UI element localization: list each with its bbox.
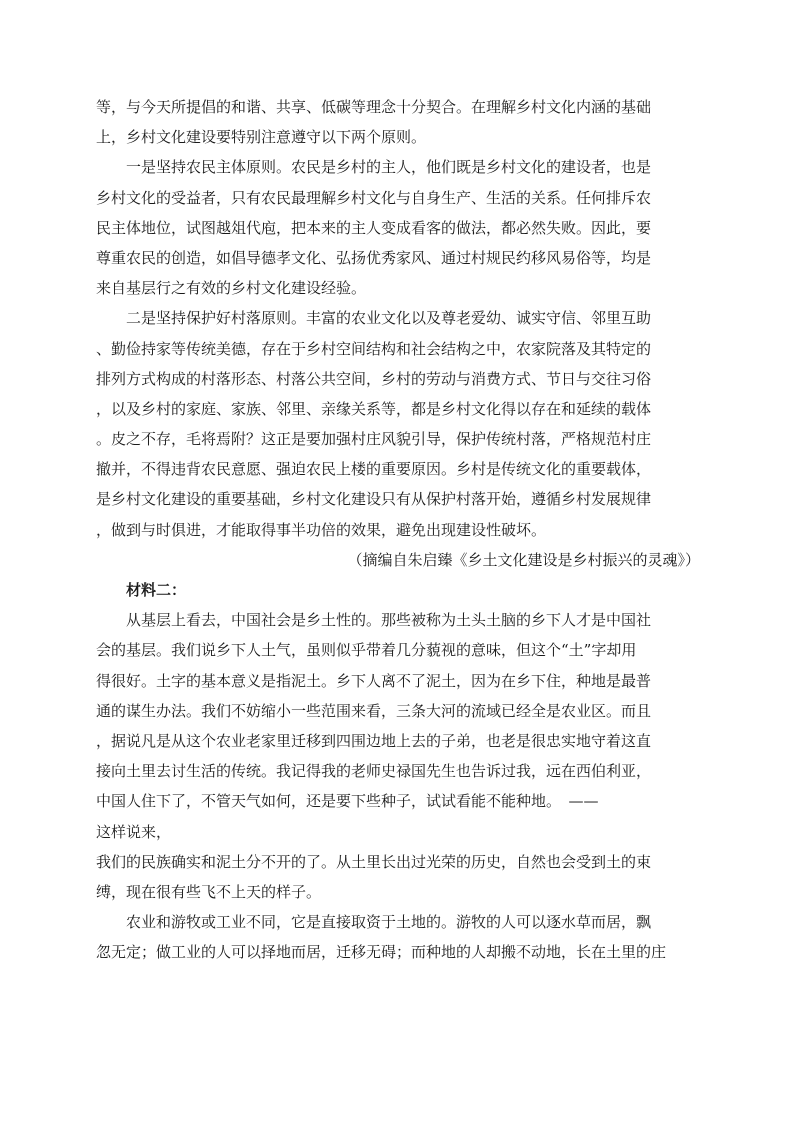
text-line: 撤并，不得违背农民意愿、强迫农民上楼的重要原因。乡村是传统文化的重要载体， <box>96 460 652 479</box>
text-line: 二是坚持保护好村落原则。丰富的农业文化以及尊老爱幼、诚实守信、邻里互助 <box>96 309 652 328</box>
text-line: 乡村文化的受益者，只有农民最理解乡村文化与自身生产、生活的关系。任何排斥农 <box>96 188 652 207</box>
text-line: 等，与今天所提倡的和谐、共享、低碳等理念十分契合。在理解乡村文化内涵的基础 <box>96 98 652 116</box>
text-line: 得很好。土字的基本意义是指泥土。乡下人离不了泥土，因为在乡下住，种地是最普 <box>96 671 652 690</box>
text-line: 是乡村文化建设的重要基础，乡村文化建设只有从保护村落开始，遵循乡村发展规律 <box>96 490 652 509</box>
text-line: 我们的民族确实和泥土分不开的了。从土里长出过光荣的历史，自然也会受到土的束 <box>96 852 652 871</box>
text-line: 从基层上看去，中国社会是乡土性的。那些被称为土头土脑的乡下人才是中国社 <box>96 611 652 630</box>
text-line: 、勤俭持家等传统美德，存在于乡村空间结构和社会结构之中，农家院落及其特定的 <box>96 339 652 358</box>
section-heading: 材料二： <box>96 581 187 599</box>
document-page <box>96 92 700 967</box>
text-line: ，据说凡是从这个农业老家里迁移到四围边地上去的子弟，也老是很忠实地守着这直 <box>96 731 652 750</box>
text-line: 来自基层行之有效的乡村文化建设经验。 <box>96 279 367 298</box>
text-line: 会的基层。我们说乡下人土气，虽则似乎带着几分藐视的意味，但这个“土”字却用 <box>96 641 637 660</box>
text-line: 尊重农民的创造，如倡导德孝文化、弘扬优秀家风、通过村规民约移风易俗等，均是 <box>96 248 652 267</box>
text-line: 接向土里去讨生活的传统。我记得我的老师史禄国先生也告诉过我，远在西伯利亚， <box>96 762 652 781</box>
text-line: 这样说来， <box>96 822 172 841</box>
text-line: ，以及乡村的家庭、家族、邻里、亲缘关系等，都是乡村文化得以存在和延续的载体 <box>96 399 652 418</box>
text-line: 上，乡村文化建设要特别注意遵守以下两个原则。 <box>96 128 427 147</box>
text-line: 农业和游牧或工业不同，它是直接取资于土地的。游牧的人可以逐水草而居，飘 <box>96 913 652 932</box>
text-line: 忽无定；做工业的人可以择地而居，迁移无碍；而种地的人却搬不动地，长在土里的庄 <box>96 943 667 962</box>
text-line: 中国人住下了，不管天气如何，还是要下些种子，试试看能不能种地。 —— <box>96 792 599 811</box>
text-line: 排列方式构成的村落形态、村落公共空间，乡村的劳动与消费方式、节日与交往习俗 <box>96 369 652 388</box>
text-line: 一是坚持农民主体原则。农民是乡村的主人，他们既是乡村文化的建设者，也是 <box>96 158 652 177</box>
source-citation: （摘编自朱启臻《乡土文化建设是乡村振兴的灵魂》） <box>347 550 700 569</box>
text-line: 民主体地位，试图越俎代庖，把本来的主人变成看客的做法，都必然失败。因此，要 <box>96 218 652 237</box>
text-line: 。皮之不存，毛将焉附？这正是要加强村庄风貌引导，保护传统村落，严格规范村庄 <box>96 430 652 449</box>
text-line: ，做到与时俱进，才能取得事半功倍的效果，避免出现建设性破坏。 <box>96 520 547 539</box>
text-line: 通的谋生办法。我们不妨缩小一些范围来看，三条大河的流域已经全是农业区。而且 <box>96 701 652 720</box>
text-line: 缚，现在很有些飞不上天的样子。 <box>96 882 322 901</box>
